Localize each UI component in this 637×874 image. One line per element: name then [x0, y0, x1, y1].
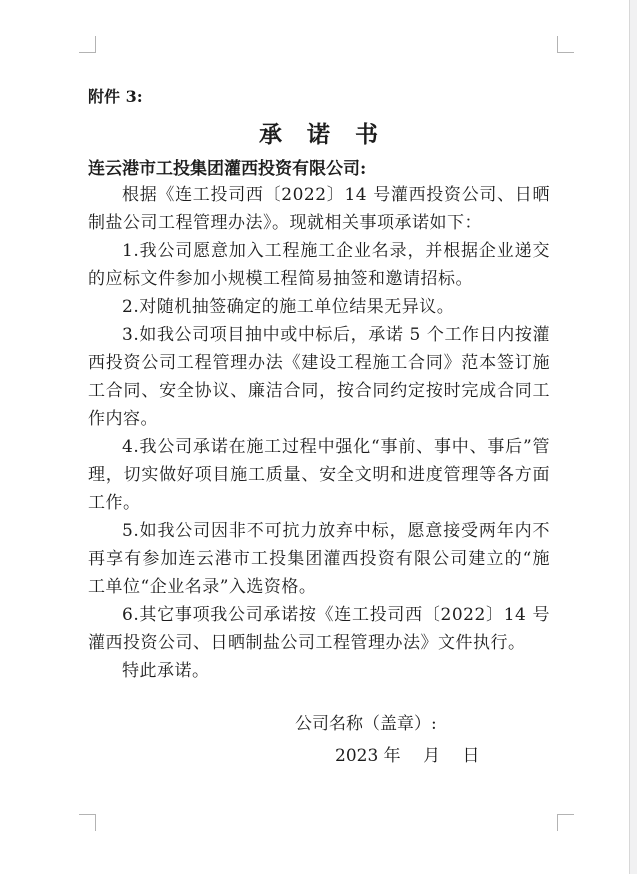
paragraph-item-2: 2.对随机抽签确定的施工单位结果无异议。 [122, 297, 455, 317]
paragraph-item-5: 5.如我公司因非不可抗力放弃中标，愿意接受两年内不再享有参加连云港市工投集团灌西投资有限公司建立的“施工单位“企业名录”入选资格。 [88, 521, 550, 597]
date-line: 2023 年 月 日 [335, 746, 480, 766]
document-body [88, 181, 550, 685]
paragraph-item-1: 1.我公司愿意加入工程施工企业名录，并根据企业递交的应标文件参加小规模工程简易抽签和邀请招标。 [88, 241, 550, 289]
crop-mark-top-right [557, 36, 574, 53]
document-title: 承 诺 书 [259, 121, 379, 148]
paragraph-item-6: 6.其它事项我公司承诺按《连工投司西〔2022〕14 号灌西投资公司、日晒制盐公司工程管理办法》文件执行。 [88, 605, 550, 653]
addressee-line: 连云港市工投集团灌西投资有限公司: [88, 159, 367, 179]
crop-mark-bottom-right [557, 814, 574, 831]
page-edge [629, 0, 637, 874]
signature-block [88, 709, 550, 773]
document-content [88, 86, 550, 773]
company-seal-line: 公司名称（盖章）: [295, 714, 437, 734]
crop-mark-bottom-left [79, 814, 96, 831]
paragraph-item-4: 4.我公司承诺在施工过程中强化“事前、事中、事后”管理，切实做好项目施工质量、安全文明和进度管理等各方面工作。 [88, 437, 550, 513]
paragraph-item-3: 3.如我公司项目抽中或中标后，承诺 5 个工作日内按灌西投资公司工程管理办法《建设工程施工合同》范本签订施工合同、安全协议、廉洁合同，按合同约定按时完成合同工作内容。 [88, 325, 550, 429]
attachment-label: 附件 3: [88, 87, 143, 106]
paragraph-intro: 根据《连工投司西〔2022〕14 号灌西投资公司、日晒制盐公司工程管理办法》。现就相关事项承诺如下： [88, 185, 550, 233]
crop-mark-top-left [79, 36, 96, 53]
paragraph-closing: 特此承诺。 [122, 661, 210, 681]
